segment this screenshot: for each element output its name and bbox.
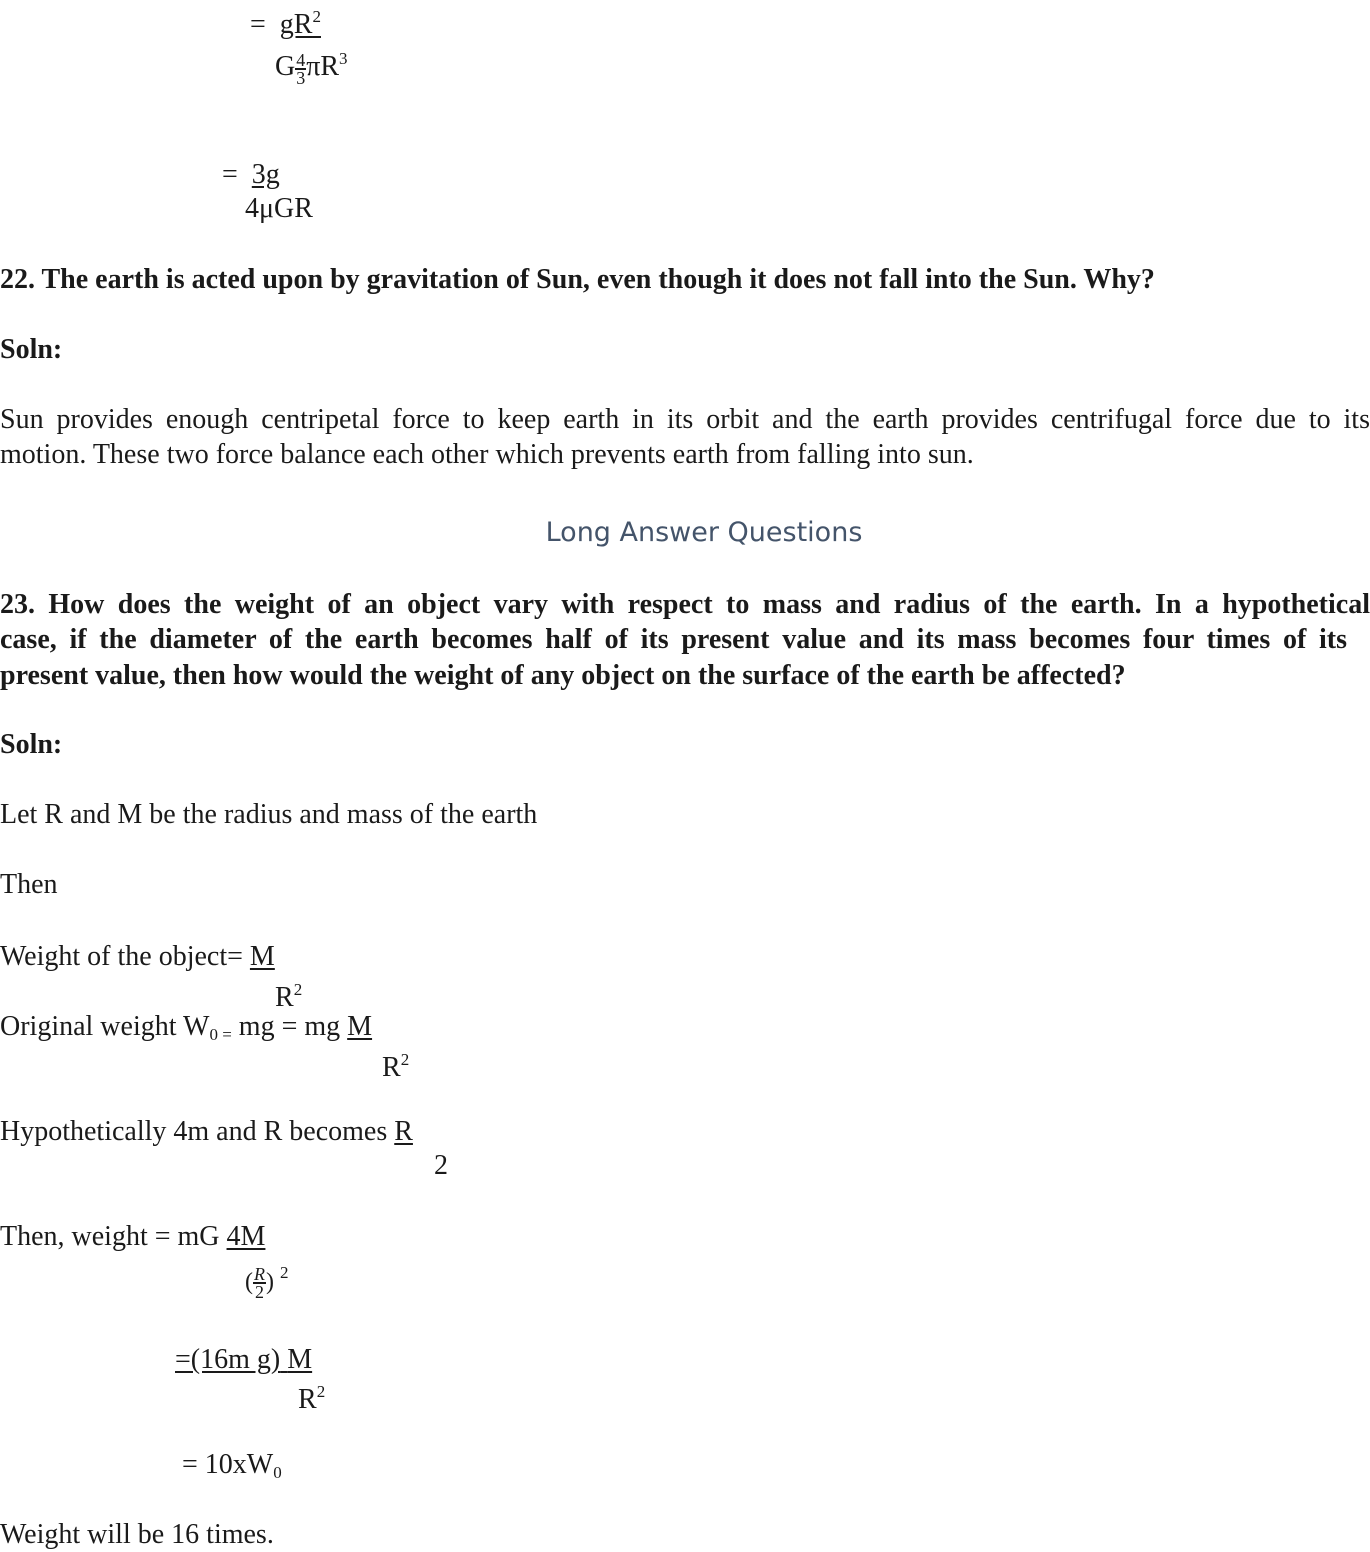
denominator — [382, 1043, 409, 1085]
exponent: 2 — [280, 1263, 289, 1282]
text: = 10xW — [182, 1449, 274, 1480]
answer-line: Then — [0, 869, 58, 900]
question-23-line: case, if the diameter of the earth becomes half of its present value and its mass becomes four times of its — [0, 624, 1347, 655]
exponent: 2 — [293, 980, 303, 999]
den: R — [298, 1384, 317, 1415]
den-rest: πR — [306, 51, 340, 82]
step2-line — [175, 1343, 312, 1377]
exponent: 2 — [316, 1382, 326, 1401]
denominator — [275, 42, 348, 86]
text: =(16m g) — [175, 1344, 281, 1375]
exponent: 2 — [312, 7, 321, 26]
r-over-2 — [253, 1264, 266, 1303]
denominator — [298, 1375, 325, 1417]
answer-line: Let R and M be the radius and mass of the earth — [0, 799, 538, 830]
equation-line — [222, 158, 280, 192]
numerator: M — [249, 941, 275, 972]
soln-label: Soln: — [0, 729, 63, 760]
text: Original weight W — [0, 1011, 210, 1042]
answer-line: Sun provides enough centripetal force to keep earth in its orbit and the earth provides centrifugal force due to its — [0, 404, 1370, 435]
text: Then, weight = mG — [0, 1221, 220, 1252]
frac-num: 4 — [296, 49, 306, 70]
numerator: R — [394, 1116, 413, 1147]
then-weight-line — [0, 1220, 265, 1254]
numerator: M — [347, 1011, 373, 1042]
section-heading: Long Answer Questions — [545, 517, 863, 548]
step3-line — [182, 1448, 282, 1490]
question-22: 22. The earth is acted upon by gravitation of Sun, even though it does not fall into the Sun. Why? — [0, 264, 1155, 295]
equals: = — [250, 9, 266, 40]
paren: ) — [266, 1269, 274, 1295]
subscript: 0 = — [209, 1025, 232, 1044]
paren: ( — [245, 1269, 253, 1295]
equals: = — [222, 159, 238, 190]
weight-line — [0, 940, 275, 974]
den: R — [382, 1052, 401, 1083]
conclusion: Weight will be 16 times. — [0, 1519, 274, 1550]
text: Hypothetically 4m and R becomes — [0, 1116, 388, 1147]
subscript: 0 — [273, 1463, 282, 1482]
frac-den: 3 — [296, 67, 306, 88]
frac-den: 2 — [255, 1282, 264, 1303]
exponent: 2 — [400, 1050, 410, 1069]
four-thirds — [295, 49, 306, 88]
denominator: 2 — [434, 1150, 448, 1181]
numerator-text: gR — [279, 9, 313, 40]
den-g: G — [275, 51, 296, 82]
original-weight-line — [0, 1010, 372, 1052]
question-23-line: 23. How does the weight of an object vary with respect to mass and radius of the earth. In a hypothetical — [0, 589, 1370, 620]
frac-num: R — [254, 1264, 265, 1285]
step2-underlined — [175, 1344, 312, 1375]
answer-line: motion. These two force balance each other which prevents earth from falling into sun. — [0, 439, 974, 470]
denominator — [275, 973, 302, 1015]
hypothetical-line — [0, 1115, 413, 1149]
text: Weight of the object= — [0, 941, 243, 972]
text: mg = mg — [238, 1011, 341, 1042]
numerator — [280, 9, 321, 40]
soln-label: Soln: — [0, 334, 63, 365]
numerator: 4M — [226, 1221, 266, 1252]
den: R — [275, 982, 294, 1013]
exponent: 3 — [339, 49, 348, 68]
denominator: 4μGR — [245, 193, 313, 224]
numerator: M — [287, 1344, 313, 1375]
equation-line — [250, 0, 321, 42]
question-23-line: present value, then how would the weight of any object on the surface of the earth be affected? — [0, 660, 1126, 691]
denominator — [245, 1256, 289, 1303]
numerator: 3g — [251, 159, 280, 190]
